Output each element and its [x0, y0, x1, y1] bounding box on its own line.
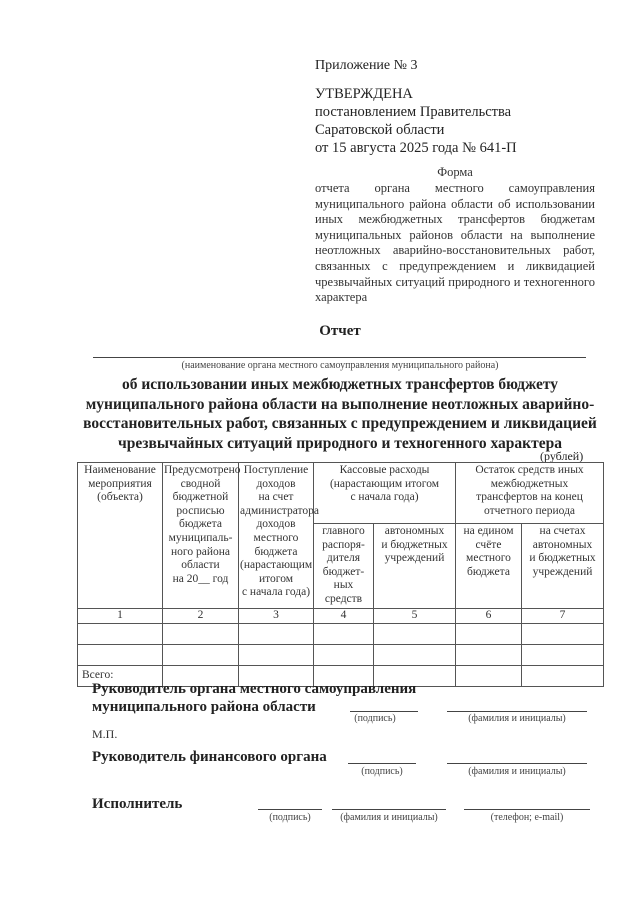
- report-subtitle-line: чрезвычайных ситуаций природного и техногенного характера: [118, 434, 562, 452]
- header-text-line: Кассовые расходы: [339, 464, 430, 476]
- form-description: [315, 181, 595, 306]
- header-text-line: счёте: [475, 538, 502, 551]
- header-autonomous-institutions: [374, 524, 456, 609]
- header-text-line: и бюджетных: [529, 552, 596, 565]
- header-text-line: муниципаль-: [168, 531, 233, 544]
- table-cell[interactable]: [239, 623, 314, 644]
- header-text-line: и бюджетных: [381, 538, 448, 551]
- header-text-line: на счет: [258, 491, 294, 504]
- table-cell[interactable]: [456, 644, 522, 665]
- form-description-line: отчета органа местного самоуправления: [315, 181, 595, 195]
- signature-head-finance: Руководитель финансового органа: [92, 749, 327, 765]
- table-header-row: [78, 463, 604, 524]
- form-description-line: чрезвычайных ситуаций природного и техногенного: [315, 274, 595, 289]
- header-text-line: автономных: [532, 538, 593, 551]
- header-main-manager: [314, 524, 374, 609]
- org-name-field-line: [93, 357, 586, 358]
- table-cell[interactable]: [522, 665, 604, 686]
- stamp-place: М.П.: [92, 727, 118, 741]
- form-description-line: неотложных аварийно-восстановительных работ,: [315, 243, 595, 258]
- contact-field-line[interactable]: [464, 809, 590, 810]
- column-number: 4: [314, 608, 374, 623]
- total-label: Всего:: [78, 665, 163, 686]
- header-text-line: Предусмотрено: [164, 464, 241, 476]
- table-cell[interactable]: [239, 644, 314, 665]
- header-event-name: [78, 463, 163, 609]
- form-description-line: характера: [315, 290, 368, 305]
- header-text-line: доходов: [256, 518, 296, 531]
- signature-head-local-line: муниципального района области: [92, 699, 316, 715]
- signature-caption: (подпись): [354, 713, 396, 724]
- header-text-line: ных: [333, 579, 354, 592]
- form-description-line: связанных с предупреждением и ликвидацией: [315, 258, 595, 273]
- contact-caption: (телефон; e-mail): [490, 812, 564, 823]
- table-cell[interactable]: [314, 644, 374, 665]
- approval-line: от 15 августа 2025 года № 641-П: [315, 140, 517, 156]
- header-text-line: с начала года): [350, 491, 419, 504]
- header-text-line: трансфертов на конец: [476, 491, 583, 504]
- report-subtitle-line: об использовании иных межбюджетных трансфертов бюджету: [121, 376, 559, 393]
- column-number: 7: [522, 608, 604, 623]
- currency-note: (рублей): [540, 449, 584, 463]
- form-description-line: иных межбюджетных трансфертов бюджетам: [315, 212, 595, 227]
- signature-field-line[interactable]: [350, 711, 418, 712]
- table-cell[interactable]: [374, 623, 456, 644]
- approval-line: постановлением Правительства: [315, 104, 512, 120]
- table-cell[interactable]: [78, 644, 163, 665]
- approval-line: Саратовской области: [315, 122, 445, 138]
- column-number: 5: [374, 608, 456, 623]
- signature-field-line[interactable]: [348, 763, 416, 764]
- appendix-number: Приложение № 3: [315, 58, 418, 73]
- header-text-line: Поступление: [243, 464, 309, 476]
- table-cell[interactable]: [456, 665, 522, 686]
- header-text-line: с начала года): [241, 586, 311, 599]
- column-number: 6: [456, 608, 522, 623]
- form-description-line: муниципального района области об использовании: [315, 196, 595, 211]
- header-cash-expenses: [314, 463, 456, 524]
- header-text-line: доходов: [256, 477, 296, 490]
- header-text-line: области: [181, 559, 220, 572]
- approval-block: [315, 85, 517, 157]
- table-cell[interactable]: [374, 644, 456, 665]
- header-text-line: бюджетной: [172, 491, 229, 504]
- report-title: Отчет: [319, 323, 361, 339]
- header-text-line: (объекта): [97, 491, 143, 504]
- header-text-line: бюджет-: [322, 565, 365, 578]
- header-text-line: (нарастающим: [240, 559, 313, 572]
- header-text-line: бюджета: [254, 545, 298, 558]
- header-text-line: бюджета: [467, 565, 510, 578]
- header-text-line: итогом: [258, 572, 294, 585]
- header-planned-budget: [163, 463, 239, 609]
- form-description-line: муниципальных районов области на выполнение: [315, 227, 595, 242]
- header-text-line: ного района: [171, 545, 230, 558]
- header-text-line: (нарастающим итогом: [329, 477, 440, 490]
- header-text-line: на едином: [463, 525, 514, 537]
- header-text-line: бюджета: [179, 518, 222, 531]
- signature-head-local-line: Руководитель органа местного самоуправления: [92, 681, 417, 697]
- signature-field-line[interactable]: [258, 809, 322, 810]
- column-number: 3: [239, 608, 314, 623]
- form-title: Форма: [437, 165, 473, 179]
- header-text-line: Остаток средств иных: [475, 464, 584, 476]
- name-field-line[interactable]: [447, 763, 587, 764]
- name-caption: (фамилия и инициалы): [340, 812, 438, 823]
- column-number: 2: [163, 608, 239, 623]
- header-text-line: Наименование: [84, 464, 156, 476]
- column-number-row: [78, 608, 604, 623]
- header-text-line: главного: [322, 525, 365, 537]
- header-text-line: автономных: [384, 525, 445, 537]
- table-cell[interactable]: [456, 623, 522, 644]
- report-subtitle: [80, 375, 600, 453]
- header-text-line: дителя: [326, 552, 361, 565]
- signature-caption: (подпись): [269, 812, 311, 823]
- header-text-line: на счетах: [539, 525, 586, 537]
- table-cell[interactable]: [78, 623, 163, 644]
- header-text-line: мероприятия: [88, 477, 152, 490]
- column-number: 1: [78, 608, 163, 623]
- table-cell[interactable]: [163, 623, 239, 644]
- report-subtitle-line: муниципального района области на выполнение неотложных аварийно-: [85, 395, 595, 413]
- header-text-line: местного: [466, 552, 511, 565]
- signature-caption: (подпись): [361, 766, 403, 777]
- report-subtitle-line: восстановительных работ, связанных с предупреждением и ликвидацией: [83, 415, 597, 432]
- table-row: [78, 644, 604, 665]
- table-cell[interactable]: [163, 644, 239, 665]
- table-cell[interactable]: [522, 644, 604, 665]
- signature-executor: Исполнитель: [92, 796, 183, 812]
- name-field-line[interactable]: [332, 809, 446, 810]
- header-remaining-balance: [456, 463, 604, 524]
- report-table: [77, 462, 604, 687]
- header-text-line: межбюджетных: [490, 477, 569, 490]
- name-caption: (фамилия и инициалы): [468, 713, 566, 724]
- table-cell[interactable]: [314, 623, 374, 644]
- header-text-line: отчетного периода: [483, 504, 576, 517]
- header-text-line: местного: [253, 531, 299, 544]
- header-text-line: учреждений: [532, 565, 593, 578]
- table-row: [78, 623, 604, 644]
- header-text-line: средств: [324, 592, 363, 605]
- header-text-line: сводной: [180, 477, 221, 490]
- header-text-line: учреждений: [384, 552, 445, 565]
- name-caption: (фамилия и инициалы): [468, 766, 566, 777]
- header-text-line: на 20__ год: [172, 572, 229, 585]
- header-text-line: распоря-: [322, 538, 365, 551]
- approved-label: УТВЕРЖДЕНА: [315, 86, 413, 102]
- header-single-account: [456, 524, 522, 609]
- header-institution-accounts: [522, 524, 604, 609]
- table-cell[interactable]: [522, 623, 604, 644]
- header-text-line: администратора: [240, 504, 320, 517]
- org-name-caption: (наименование органа местного самоуправления муниципального района): [181, 360, 499, 371]
- name-field-line[interactable]: [447, 711, 587, 712]
- header-text-line: росписью: [176, 504, 225, 517]
- header-income-received: [239, 463, 320, 609]
